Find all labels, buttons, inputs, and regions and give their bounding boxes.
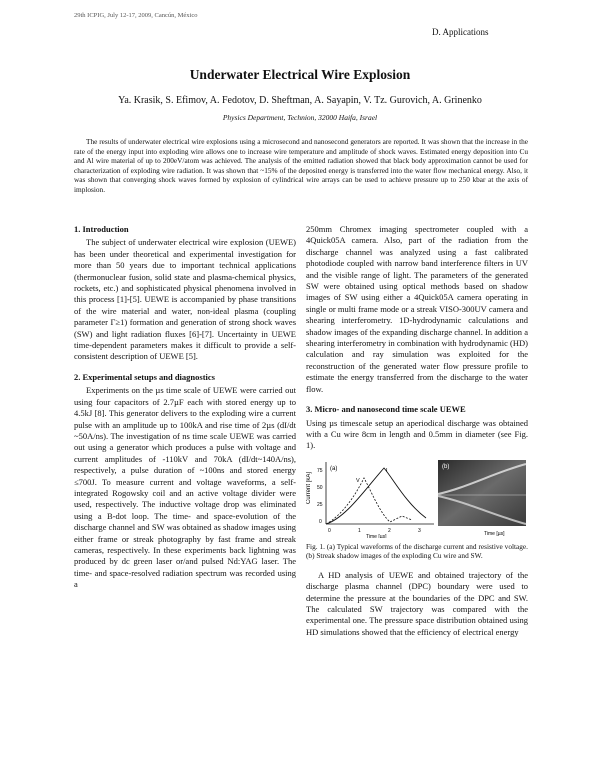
paper-title: Underwater Electrical Wire Explosion [189,67,411,82]
section-heading-micro-nano: 3. Micro- and nanosecond time scale UEWE [306,404,466,415]
waveform-y-axis-label: Current [kA] [306,471,312,504]
author-list: Ya. Krasik, S. Efimov, A. Fedotov, D. Sheftman, A. Sayapin, V. Tz. Gurovich, A. Grinenko [118,95,482,106]
right-column [306,224,528,638]
hd-analysis-paragraph: A HD analysis of UEWE and obtained trajectory of the discharge plasma channel (DPC) boundary were used to determine the pressure at the boundaries of the DPC and SW. The calculated SW trajectory was compared with the experimental one. The pressure space distribution obtained using HD simulations showed that the efficiency of electrical energy [306,569,528,637]
abstract: The results of underwater electrical wire explosions using a microsecond and nanosecond generators are reported. It was shown that the increase in the rate of the energy input into exploding wire allows one to increase wire temperature and amplitude of shock waves. Estimated energy deposition into Cu and Al wire material of up to 200eV/atom was achieved. The analysis of the emitted radiation showed that black body approximation cannot be used for characterization of exploding wire radiation. It was shown that ~15% of the deposited energy is transferred into the water flow mechanical energy. Also, it was shown that converging shock waves formed by explosion of cylindrical wire arrays can be used to achieve pressure up to 250 kbar at the axis of implosion. [74,137,528,194]
left-column [74,224,296,591]
y-tick-label: 50 [317,484,323,491]
waveform-x-axis-label: Time [µs] [366,533,387,538]
figure-1-graphic [306,458,528,538]
curve-label-voltage: V [356,477,360,484]
setup-paragraph-continued: 250mm Chromex imaging spectrometer coupled with a 4Quick05A camera. Also, part of the radiation from the discharge channel was analyzed using a fast calibrated photodiode coupled with narrow band interference filters in UV and the visible range of light. The parameters of the generated SW were obtained using optical methods based on shadow images of SW using either a 4Quick05A camera operating in single or multi frame mode or a streak VISO-300UV camera and shearing interferometry. 1D-hydrodynamic calculations and shadow images of the expanding discharge channel. In addition a shearing interferometry in combination with hydrodynamic (HD) calculation and ray simulation was exploited for the reconstruction of the generated water flow pressure profile to estimate the energy transferred from the discharge to the water flow. [306,224,528,394]
x-tick-label: 3 [418,527,421,534]
x-tick-label: 1 [358,527,361,534]
x-tick-label: 0 [328,527,331,534]
micro-paragraph: Using µs timescale setup an aperiodical discharge was obtained with a Cu wire 8cm in length and 0.5mm in diameter (see Fig. 1). [306,417,528,451]
streak-image [438,460,526,537]
section-heading-introduction: 1. Introduction [74,224,129,234]
panel-b-label: (b) [442,463,450,470]
curve-label-current: I [386,467,388,474]
figure-1 [306,458,528,538]
conference-header: 29th ICPIG, July 12-17, 2009, Cancún, México [74,12,198,19]
panel-a-label: (a) [330,465,338,472]
y-tick-label: 0 [319,518,322,525]
figure-1-caption: Fig. 1. (a) Typical waveforms of the discharge current and resistive voltage. (b) Streak shadow images of the exploding Cu wire and SW. [306,541,528,561]
section-header: D. Applications [432,27,489,37]
section-heading-setup: 2. Experimental setups and diagnostics [74,371,215,382]
setup-paragraph: Experiments on the µs time scale of UEWE were carried out using four capacitors of 2.7µF each with stored energy up to 4.5kJ [8]. This generator delivers to the exploding wire a current pulse with an amplitude up to 100kA and rise time of 2µs (dI/dt ~50A/ns). The investigation of ns time scale UEWE was carried out using a generator which produces a pulse with voltage and current amplitudes of -110kV and 70kA (dI/dt~140A/ns), respectively, a pulse duration of ~100ns and stored energy ≤700J. To measure current and voltage waveforms, a self-integrated Rogowsky coil and an active voltage divider were used, respectively. The inductive voltage drop was eliminated using a B-dot loop. The time- and space-evolution of the discharge channel and SW was obtained as shadow images using either frame or streak photography by fast frame and streak cameras, respectively. In these experiments back lightning was produced by dc green laser or/and pulsed Nd:YAG laser. The time- and space-resolved radiation spectrum was recorded using a [74,385,296,590]
streak-x-axis-label: Time [µs] [484,530,505,537]
x-tick-label: 2 [388,527,391,534]
y-tick-label: 25 [317,501,323,508]
affiliation: Physics Department, Technion, 32000 Haifa, Israel [222,113,378,122]
y-tick-label: 75 [317,467,323,474]
introduction-paragraph: The subject of underwater electrical wire explosion (UEWE) has been under theoretical and experimental investigation for more than 50 years due to important technical applications (thermonuclear fusion, solid state and plasma-chemical physics, rockets, etc.) and sophisticated physical phenomena involved in this process [1]-[5]. UEWE is accompanied by phase transitions of the wire material and water, non-ideal plasma (coupling parameter Γ≥1) formation and generation of strong shock waves (SW) and light radiation fluxes [6]-[7]. Uncertainty in UEWE time-dependent parameters makes it difficult to provide a self-consistent description of UEWE [5]. [74,237,296,362]
